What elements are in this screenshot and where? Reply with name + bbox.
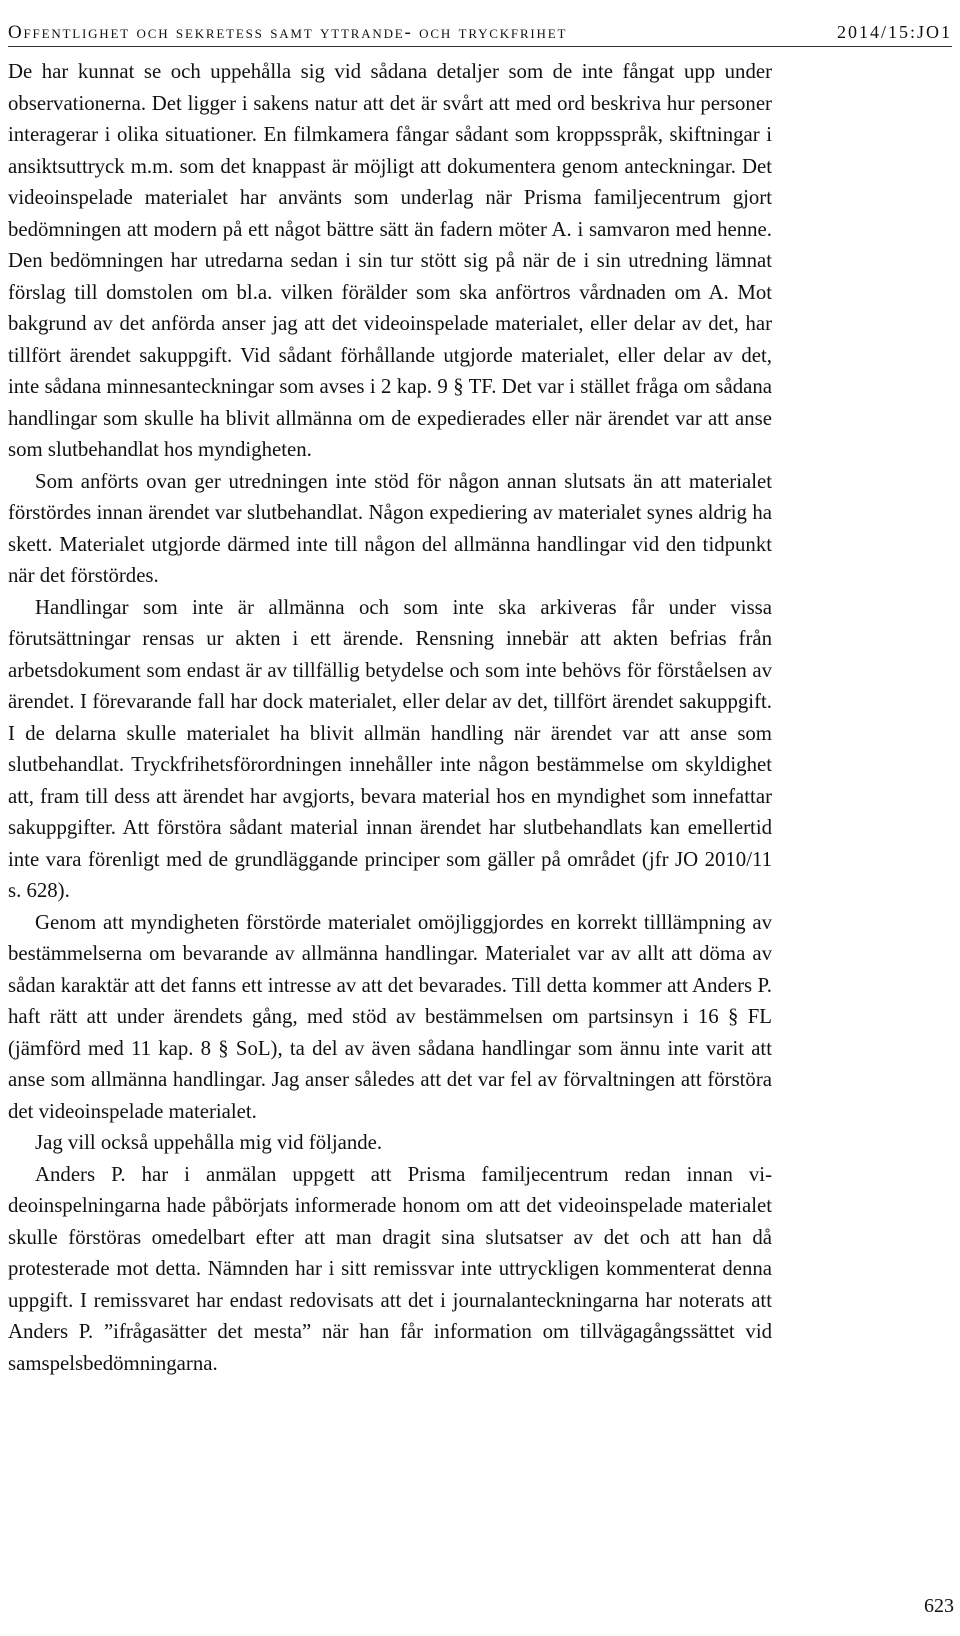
paragraph: Jag vill också uppehålla mig vid följande. <box>35 1131 383 1154</box>
running-title: Offentlighet och sekretess samt yttrande- och tryckfrihet <box>8 22 568 43</box>
paragraph: Som anförts ovan ger utredningen inte stöd för någon annan slutsats än att materialet förstördes innan ärendet var slutbehandlat. Någon expediering av materialet synes aldrig ha skett. Materialet utgjorde därmed inte till någon del allmänna handlingar vid den tidpunkt när det förstördes. <box>8 469 772 587</box>
document-number: 2014/15:JO1 <box>836 22 952 42</box>
paragraph: Handlingar som inte är allmänna och som inte ska arkiveras får under vissa förutsättningar rensas ur akten i ett ärende. Rensning innebär att akten befrias från arbetsdokument som endast är av tillfällig betydelse och som inte behövs för förståelsen av ärendet. I förevarande fall har dock materialet, eller delar av det, tillfört ärendet sakuppgift. I de delarna skulle materialet ha blivit allmän handling när ärendet var att anse som slutbehandlat. Tryckfrihetsförordningen innehåller inte någon bestämmelse om skyldighet att, fram till dess att ärendet har avgjorts, bevara material hos en myndighet som innefattar sakuppgifter. Att förstöra sådant material innan ärendet har slutbehandlats kan emellertid inte vara förenligt med de grundläggande principer som gäller på området (jfr JO 2010/11 s. 628). <box>8 595 772 902</box>
running-header <box>8 22 952 52</box>
paragraph: Genom att myndigheten förstörde materialet omöjliggjordes en korrekt tilllämpning av bestämmelserna om bevarande av allmänna handlingar. Materialet var av allt att döma av sådan karaktär att det fanns ett intresse av att det bevarades. Till detta kommer att Anders P. haft rätt att under ärendets gång, med stöd av bestämmelsen om partsinsyn i 16 § FL (jämförd med 11 kap. 8 § SoL), ta del av även sådana handlingar som ännu inte varit att anse som allmänna handlingar. Jag anser således att det var fel av förvaltningen att förstöra det videoinspelade materialet. <box>8 910 772 1123</box>
page-number: 623 <box>924 1595 954 1617</box>
header-rule <box>8 46 952 47</box>
paragraph: De har kunnat se och uppehålla sig vid sådana detaljer som de inte fångat upp under observationerna. Det ligger i sakens natur att det är svårt att med ord beskriva hur personer interagerar i olika situationer. En filmkamera fångar sådant som kroppsspråk, skiftningar i ansiktsuttryck m.m. som det knappast är möjligt att dokumentera genom anteckningar. Det videoinspelade materialet har använts som underlag när Prisma familjecentrum gjort bedömningen att modern på ett något bättre sätt än fadern möter A. i samvaron med henne. Den bedömningen har utredarna sedan i sin tur stött sig på när de i sin utredning lämnat förslag till domstolen om bl.a. vilken förälder som ska anförtros vårdnaden om A. Mot bakgrund av det anförda anser jag att det videoinspelade materialet, eller delar av det, har tillfört ärendet sakuppgift. Vid sådant förhållande utgjorde materialet, eller delar av det, inte sådana minnesanteckningar som avses i 2 kap. 9 § TF. Det var i stället fråga om sådana handlingar som skulle ha blivit allmänna om de expedierades eller när ärendet var att anse som slutbehandlat hos myndigheten. <box>8 60 772 461</box>
body-text <box>8 56 772 1379</box>
paragraph: Anders P. har i anmälan uppgett att Prisma familjecentrum redan innan videoinspelningarna hade påbörjats informerade honom om att det videoinspelade materialet skulle förstöras omedelbart efter att man dragit sina slutsatser av det och att han då protesterade mot detta. Nämnden har i sitt remissvar inte uttryckligen kommenterat denna uppgift. I remissvaret har endast redovisats att det i journalanteckningarna har noterats att Anders P. ”ifrågasätter det mesta” när han får information om tillvägagångssättet vid samspelsbedömningarna. <box>8 1162 772 1375</box>
